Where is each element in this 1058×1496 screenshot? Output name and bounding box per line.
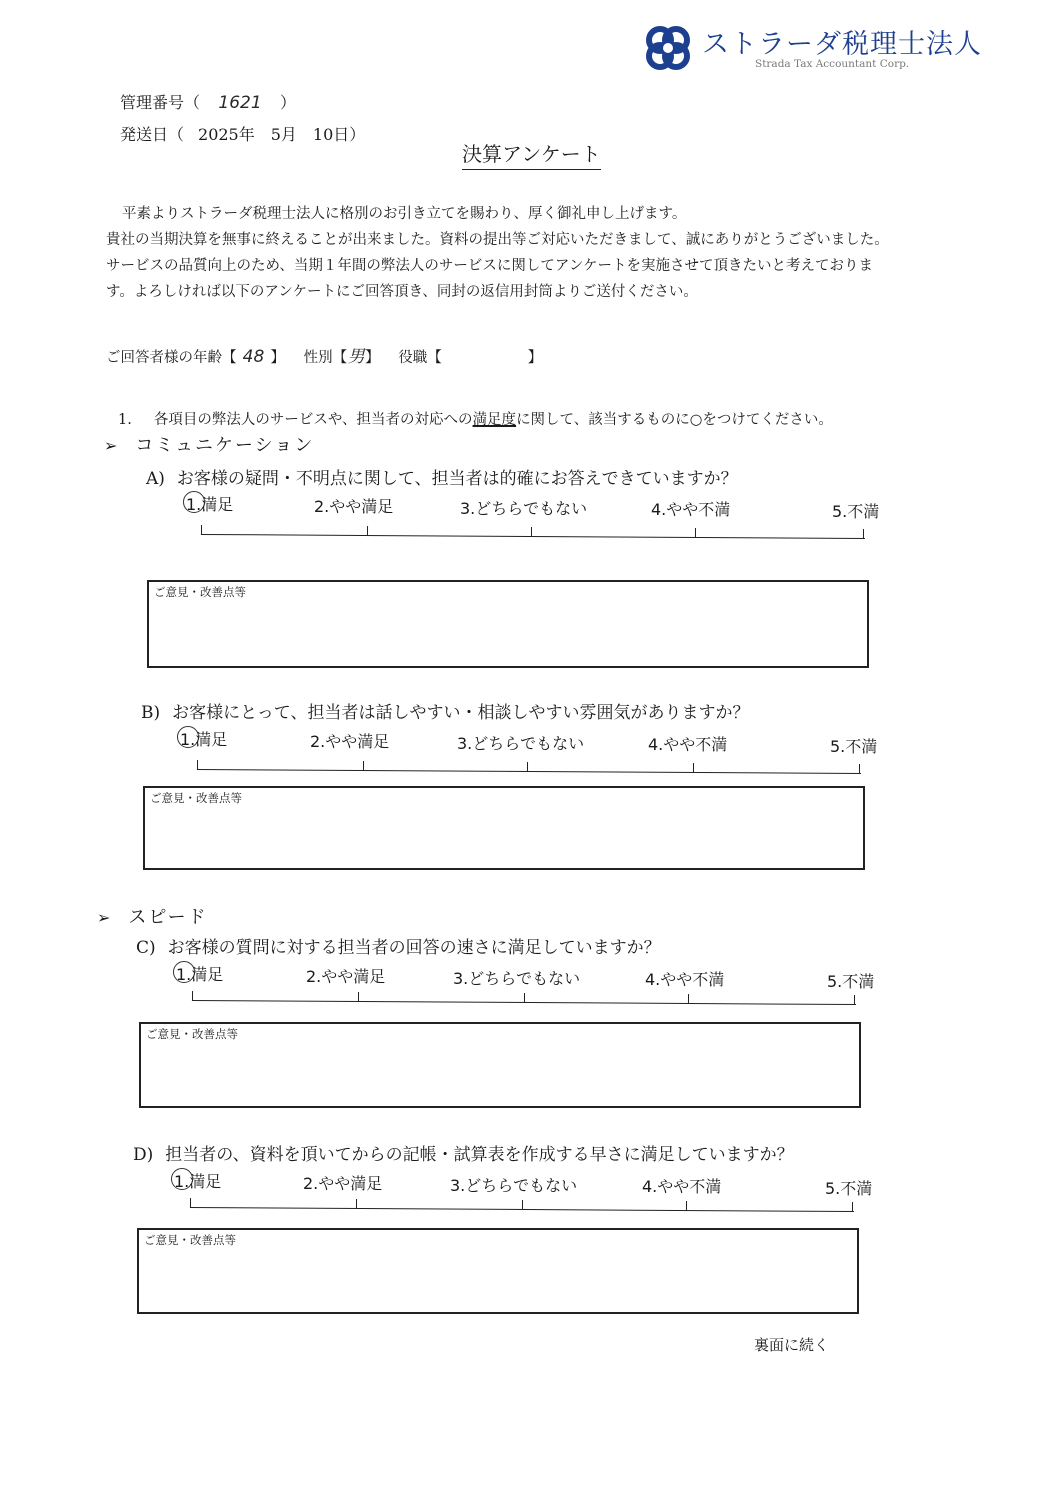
scale-tick <box>688 994 689 1004</box>
instruction <box>118 408 833 429</box>
age-label: ご回答者様の年齢【 <box>106 350 237 366</box>
option-neutral[interactable]: 3.どちらでもない <box>460 499 588 518</box>
page-title: 決算アンケート <box>462 138 601 170</box>
question-text: 担当者の、資料を頂いてからの記帳・試算表を作成する早さに満足していますか？ <box>165 1145 794 1165</box>
question-c <box>136 933 661 958</box>
brand-name: ストラーダ税理士法人 <box>702 29 982 60</box>
comment-label: ご意見・改善点等 <box>144 1233 236 1247</box>
option-dissatisfied[interactable]: 5.不満 <box>827 972 875 991</box>
scale-tick <box>363 761 364 771</box>
age-close: 】 <box>270 350 285 366</box>
arrow-bullet-icon: ➢ <box>97 908 113 927</box>
scale-tick <box>859 764 860 774</box>
sent-date-label: 発送日（ <box>120 125 185 144</box>
question-label: B) <box>141 703 161 723</box>
intro-line: 貴社の当期決算を無事に終えることが出来ました。資料の提出等ご対応いただきまして、誠にありがとうございました。 <box>106 232 889 248</box>
comment-box[interactable] <box>139 1022 861 1108</box>
scale-tick <box>527 762 528 772</box>
interlocking-rings-logo-icon <box>640 20 696 76</box>
continued-on-back: 裏面に続く <box>754 1336 830 1354</box>
comment-label: ご意見・改善点等 <box>146 1027 238 1041</box>
option-somewhat-dissatisfied[interactable]: 4.やや不満 <box>648 735 728 754</box>
rating-scale-line <box>201 524 865 539</box>
option-somewhat-satisfied[interactable]: 2.やや満足 <box>314 497 394 516</box>
option-neutral[interactable]: 3.どちらでもない <box>453 969 581 988</box>
management-number-label: 管理番号（ <box>120 93 201 112</box>
intro-line: 平素よりストラーダ税理士法人に格別のお引き立てを賜わり、厚く御礼申し上げます。 <box>122 206 687 222</box>
scale-tick <box>356 1199 357 1209</box>
option-somewhat-dissatisfied[interactable]: 4.やや不満 <box>642 1177 722 1196</box>
respondent-info <box>106 342 542 367</box>
option-somewhat-satisfied[interactable]: 2.やや満足 <box>303 1174 383 1193</box>
brand-subtitle: Strada Tax Accountant Corp. <box>755 58 910 70</box>
intro-line: す。よろしければ以下のアンケートにご回答頂き、同封の返信用封筒よりご送付ください。 <box>106 284 698 300</box>
option-somewhat-dissatisfied[interactable]: 4.やや不満 <box>645 970 725 989</box>
sent-date-row <box>120 122 365 145</box>
option-somewhat-satisfied[interactable]: 2.やや満足 <box>306 967 386 986</box>
management-number-close: ） <box>280 93 297 112</box>
role-label: 役職【 <box>398 350 442 366</box>
comment-box[interactable] <box>137 1228 859 1314</box>
instruction-emphasis: 満足度 <box>472 412 517 428</box>
scale-tick <box>190 1198 191 1208</box>
scale-tick <box>201 525 202 535</box>
brand-logo <box>640 20 980 80</box>
option-dissatisfied[interactable]: 5.不満 <box>825 1179 873 1198</box>
option-neutral[interactable]: 3.どちらでもない <box>450 1176 578 1195</box>
intro-line: サービスの品質向上のため、当期１年間の弊法人のサービスに関してアンケートを実施させて頂きたいと考えておりま <box>106 258 874 274</box>
instruction-text-end: に関して、該当するものに○をつけてください。 <box>516 412 833 428</box>
option-satisfied[interactable]: 1.満足 <box>186 495 234 514</box>
scale-tick <box>854 995 855 1005</box>
question-b <box>141 698 749 723</box>
question-d <box>133 1140 794 1165</box>
role-close: 】 <box>527 350 543 366</box>
option-satisfied[interactable]: 1.満足 <box>180 730 228 749</box>
rating-scale-line <box>190 1197 854 1212</box>
scale-tick <box>686 1201 687 1211</box>
section-title-text: コミュニケーション <box>135 435 315 456</box>
question-label: A) <box>146 469 165 489</box>
question-text: お客様の質問に対する担当者の回答の速さに満足していますか？ <box>167 938 661 958</box>
section-title-speed <box>97 903 208 929</box>
question-label: D) <box>133 1145 154 1165</box>
rating-scale-line <box>197 759 861 774</box>
age-value[interactable]: 48 <box>242 347 265 367</box>
sent-date-value: 2025年 5月 10日） <box>198 125 366 144</box>
intro-paragraph <box>106 201 966 305</box>
instruction-number: 1. <box>118 412 132 428</box>
arrow-bullet-icon: ➢ <box>104 436 120 455</box>
scale-tick <box>522 1200 523 1210</box>
scale-tick <box>693 763 694 773</box>
instruction-text: 各項目の弊法人のサービスや、担当者の対応への <box>153 412 473 428</box>
scale-tick <box>863 529 864 539</box>
comment-label: ご意見・改善点等 <box>150 791 242 805</box>
scale-tick <box>531 527 532 537</box>
management-number-value: 1621 <box>218 93 262 113</box>
section-title-communication <box>104 431 314 457</box>
comment-box[interactable] <box>147 580 869 668</box>
option-satisfied[interactable]: 1.満足 <box>176 965 224 984</box>
comment-label: ご意見・改善点等 <box>154 585 246 599</box>
rating-scale-line <box>192 990 856 1005</box>
question-text: お客様にとって、担当者は話しやすい・相談しやすい雰囲気がありますか？ <box>172 703 750 723</box>
scale-tick <box>358 992 359 1002</box>
scale-tick <box>192 991 193 1001</box>
scale-tick <box>695 528 696 538</box>
option-neutral[interactable]: 3.どちらでもない <box>457 734 585 753</box>
management-number-row <box>120 90 296 113</box>
option-dissatisfied[interactable]: 5.不満 <box>832 502 880 521</box>
question-label: C) <box>136 938 156 958</box>
gender-label: 性別【 <box>303 350 348 366</box>
question-text: お客様の疑問・不明点に関して、担当者は的確にお答えできていますか？ <box>176 469 738 489</box>
gender-close: 】 <box>365 350 380 366</box>
scale-tick <box>524 993 525 1003</box>
scale-tick <box>367 526 368 536</box>
question-a <box>146 464 738 489</box>
scale-tick <box>197 760 198 770</box>
option-dissatisfied[interactable]: 5.不満 <box>830 737 878 756</box>
comment-box[interactable] <box>143 786 865 870</box>
option-somewhat-dissatisfied[interactable]: 4.やや不満 <box>651 500 731 519</box>
scale-tick <box>852 1202 853 1212</box>
option-somewhat-satisfied[interactable]: 2.やや満足 <box>310 732 390 751</box>
section-title-text: スピード <box>128 907 208 928</box>
gender-value[interactable]: 男 <box>347 347 365 367</box>
option-satisfied[interactable]: 1.満足 <box>174 1172 222 1191</box>
